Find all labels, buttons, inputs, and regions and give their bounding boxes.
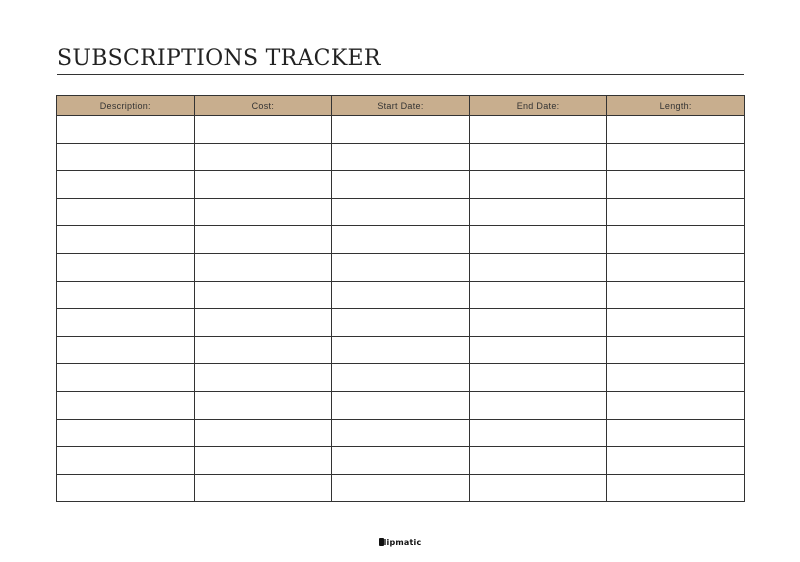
table-cell[interactable] xyxy=(469,198,607,226)
table-cell[interactable] xyxy=(57,364,195,392)
table-cell[interactable] xyxy=(469,309,607,337)
table-row xyxy=(57,447,745,475)
table-body xyxy=(57,116,745,502)
table-row xyxy=(57,143,745,171)
table-cell[interactable] xyxy=(194,226,332,254)
table-cell[interactable] xyxy=(332,364,470,392)
table-cell[interactable] xyxy=(607,171,745,199)
table-cell[interactable] xyxy=(194,474,332,502)
table-cell[interactable] xyxy=(57,281,195,309)
table-cell[interactable] xyxy=(194,171,332,199)
table-cell[interactable] xyxy=(194,143,332,171)
header-start-date: Start Date: xyxy=(332,96,470,116)
table-cell[interactable] xyxy=(194,447,332,475)
table-cell[interactable] xyxy=(57,253,195,281)
table-cell[interactable] xyxy=(469,419,607,447)
table-cell[interactable] xyxy=(194,364,332,392)
table-cell[interactable] xyxy=(57,171,195,199)
brand-logo xyxy=(0,538,800,547)
table-cell[interactable] xyxy=(469,281,607,309)
table-row xyxy=(57,364,745,392)
table-cell[interactable] xyxy=(607,391,745,419)
table-header-row xyxy=(57,96,745,116)
table-row xyxy=(57,281,745,309)
header-length: Length: xyxy=(607,96,745,116)
table-cell[interactable] xyxy=(57,336,195,364)
table-cell[interactable] xyxy=(57,198,195,226)
table-cell[interactable] xyxy=(194,391,332,419)
table-row xyxy=(57,171,745,199)
table-cell[interactable] xyxy=(332,226,470,254)
page-title: SUBSCRIPTIONS TRACKER xyxy=(57,46,381,71)
table-cell[interactable] xyxy=(607,198,745,226)
table-cell[interactable] xyxy=(332,391,470,419)
table-cell[interactable] xyxy=(607,447,745,475)
table-cell[interactable] xyxy=(469,226,607,254)
header-cost: Cost: xyxy=(194,96,332,116)
table-cell[interactable] xyxy=(194,309,332,337)
table-cell[interactable] xyxy=(57,143,195,171)
table-cell[interactable] xyxy=(607,474,745,502)
table-cell[interactable] xyxy=(607,364,745,392)
table-cell[interactable] xyxy=(57,116,195,144)
table-cell[interactable] xyxy=(469,391,607,419)
table-cell[interactable] xyxy=(194,336,332,364)
table-cell[interactable] xyxy=(57,419,195,447)
table-cell[interactable] xyxy=(57,447,195,475)
table-cell[interactable] xyxy=(607,281,745,309)
table-cell[interactable] xyxy=(332,171,470,199)
table-cell[interactable] xyxy=(469,253,607,281)
table-cell[interactable] xyxy=(194,253,332,281)
table-cell[interactable] xyxy=(332,309,470,337)
table-cell[interactable] xyxy=(332,116,470,144)
table-cell[interactable] xyxy=(607,309,745,337)
brand-name: lipmatic xyxy=(383,538,422,547)
table-row xyxy=(57,474,745,502)
table-cell[interactable] xyxy=(57,226,195,254)
table-cell[interactable] xyxy=(194,419,332,447)
table-cell[interactable] xyxy=(332,419,470,447)
table-row xyxy=(57,198,745,226)
table-row xyxy=(57,336,745,364)
table-cell[interactable] xyxy=(469,336,607,364)
table-row xyxy=(57,116,745,144)
header-end-date: End Date: xyxy=(469,96,607,116)
table-cell[interactable] xyxy=(607,143,745,171)
table-cell[interactable] xyxy=(332,143,470,171)
table-cell[interactable] xyxy=(194,116,332,144)
table-cell[interactable] xyxy=(469,143,607,171)
table-cell[interactable] xyxy=(332,253,470,281)
header-description: Description: xyxy=(57,96,195,116)
table-cell[interactable] xyxy=(469,364,607,392)
table-cell[interactable] xyxy=(469,116,607,144)
title-underline xyxy=(57,74,744,75)
table-cell[interactable] xyxy=(607,336,745,364)
subscriptions-table xyxy=(56,95,745,502)
table-cell[interactable] xyxy=(607,116,745,144)
table-cell[interactable] xyxy=(57,474,195,502)
table-cell[interactable] xyxy=(469,171,607,199)
table-row xyxy=(57,226,745,254)
table-cell[interactable] xyxy=(194,281,332,309)
table-cell[interactable] xyxy=(332,198,470,226)
table-cell[interactable] xyxy=(194,198,332,226)
table-row xyxy=(57,309,745,337)
table-row xyxy=(57,253,745,281)
table-cell[interactable] xyxy=(57,391,195,419)
table-cell[interactable] xyxy=(332,447,470,475)
table-cell[interactable] xyxy=(469,474,607,502)
table-row xyxy=(57,419,745,447)
table-cell[interactable] xyxy=(607,419,745,447)
table-cell[interactable] xyxy=(607,253,745,281)
table-row xyxy=(57,391,745,419)
table-cell[interactable] xyxy=(607,226,745,254)
table-cell[interactable] xyxy=(57,309,195,337)
table-cell[interactable] xyxy=(332,474,470,502)
table-cell[interactable] xyxy=(469,447,607,475)
table-cell[interactable] xyxy=(332,336,470,364)
table-cell[interactable] xyxy=(332,281,470,309)
